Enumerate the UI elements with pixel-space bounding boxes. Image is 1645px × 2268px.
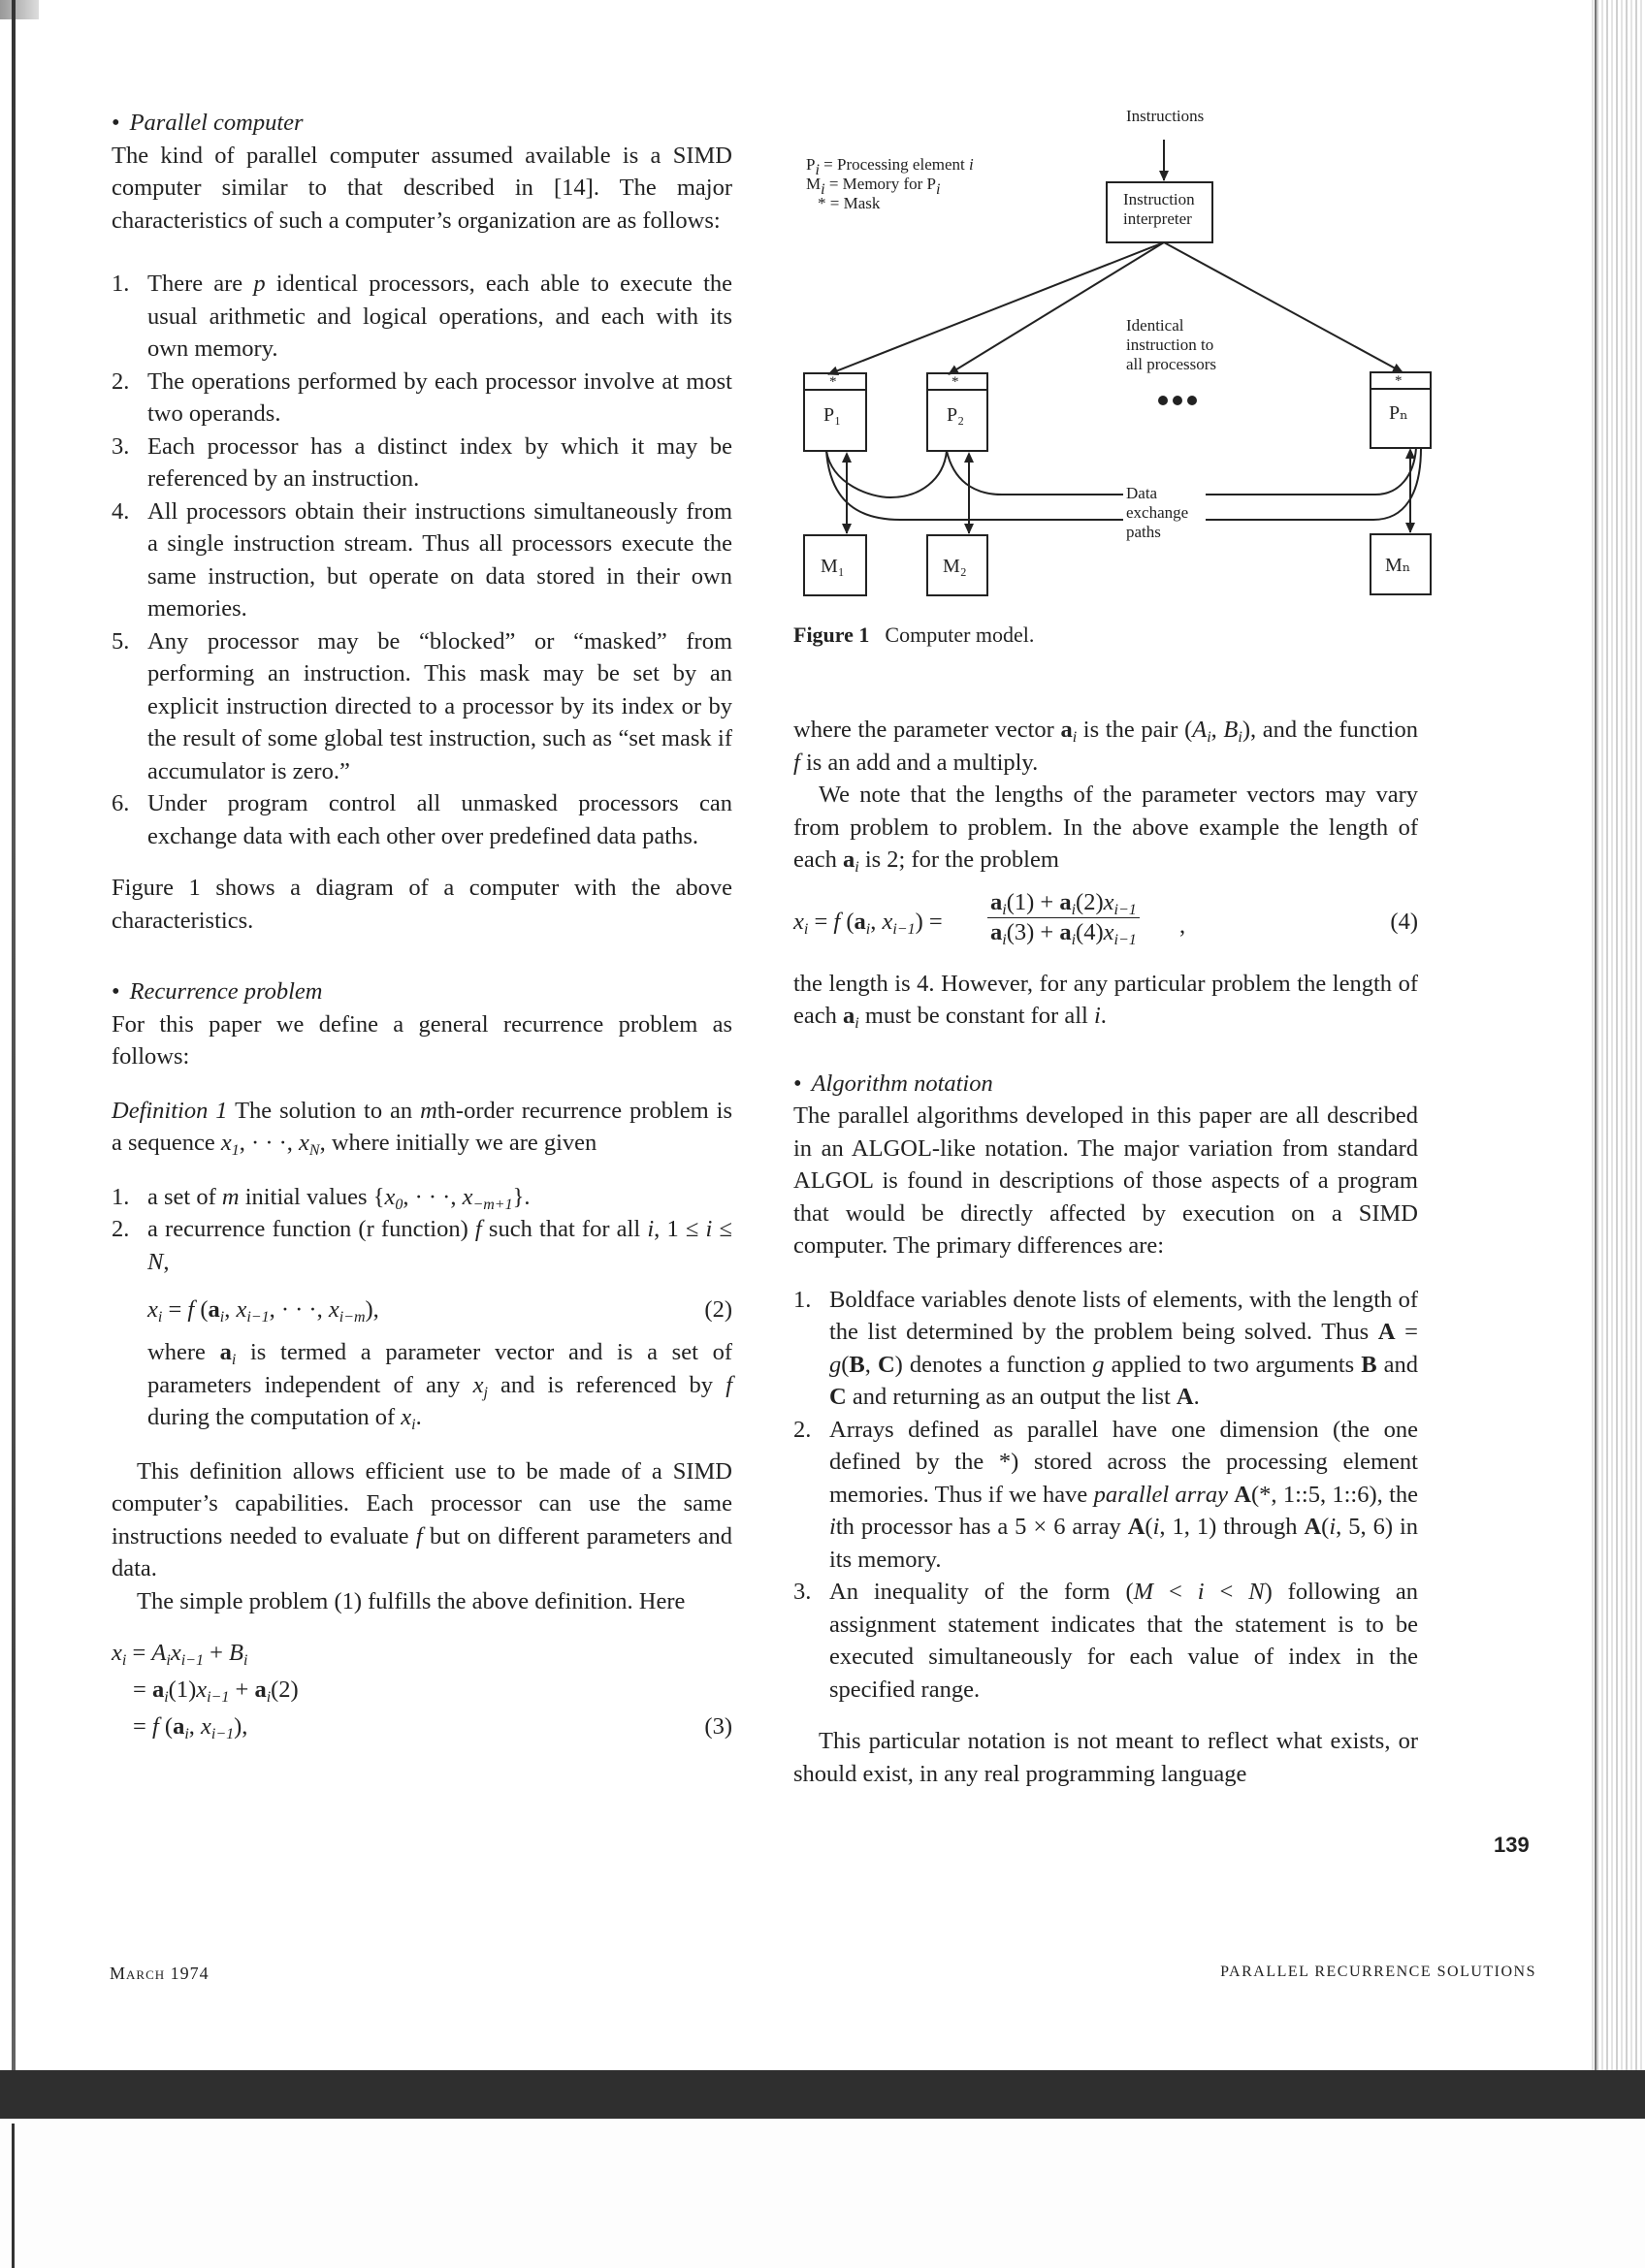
- list-item: [112, 495, 732, 625]
- list-item-number: 2.: [112, 1216, 130, 1242]
- equation-3-line: [112, 1674, 732, 1707]
- pn-exchange-path-upper: [1206, 448, 1416, 495]
- label-line: instruction to: [1126, 335, 1214, 354]
- section-heading-parallel-computer: • Parallel computer: [112, 110, 304, 136]
- list-item: [793, 1414, 1418, 1577]
- figure-legend: [806, 155, 974, 213]
- list-item-text: Under program control all unmasked processors can exchange data with each other over predefined data paths.: [147, 790, 732, 849]
- list-item-text: a recurrence function (r function) f such that for all i, 1 ≤ i ≤ N,: [147, 1216, 732, 1275]
- equation-4-numerator: $a_i(1) + a_i(2)x_{i-1}$: [987, 888, 1140, 918]
- list-item-number: 2.: [112, 367, 130, 395]
- parallel-computer-intro: The kind of parallel computer assumed available is a SIMD computer similar to that described in [14]. The major characteristics of such a computer’s organization are as follows:: [112, 142, 732, 234]
- instruction-interpreter-label: [1123, 190, 1195, 229]
- list-item: [112, 366, 732, 431]
- list-item-text: Any processor may be “blocked” or “masked” from performing an instruction. This mask may be set by an explicit instruction directed to a processor by its index or by the result of some global test instruction, such as “set mask if accumulator is zero.”: [147, 627, 732, 784]
- figure-caption: [793, 623, 1034, 648]
- definition-list: [112, 1181, 732, 1279]
- equation-3-line: [112, 1710, 732, 1743]
- definition-efficiency-paragraph: This definition allows efficient use to be made of a SIMD computer’s capabilities. Each processor can use the same instructions needed to evaluate f but on different parameters and data.: [112, 1457, 732, 1581]
- scan-bottom-shadow-band: [0, 2070, 1645, 2119]
- parameter-pair-paragraph: where the parameter vector $a_i$ is the pair ($A_i$, $B_i$), and the function f is an add and a multiply.: [793, 717, 1418, 776]
- list-item: [112, 787, 732, 852]
- recurrence-intro: For this paper we define a general recurrence problem as follows:: [112, 1010, 732, 1070]
- footer-date: March 1974: [110, 1964, 210, 1983]
- label-line: paths: [1126, 523, 1161, 541]
- equation-3-number: (3): [704, 1713, 732, 1740]
- legend-mask: * = Mask: [818, 194, 881, 212]
- list-item-number: 2.: [793, 1416, 812, 1443]
- heading-text: Algorithm notation: [811, 1070, 993, 1097]
- data-exchange-label: [1126, 484, 1188, 542]
- parameter-vector-note: where $a_i$ is termed a parameter vector and is a set of parameters independent of any $x_j$ and is referenced by f during the computation of $x_i$.: [147, 1339, 733, 1433]
- list-item-number: 6.: [112, 790, 130, 816]
- p1-exchange-path: [826, 451, 1123, 520]
- interpreter-label-line: Instruction: [1123, 190, 1195, 208]
- ellipsis-dot: [1187, 396, 1197, 405]
- figure-caption-text: Computer model.: [885, 623, 1035, 647]
- parameter-lengths-paragraph: We note that the lengths of the parameter vectors may vary from problem to problem. In the above example the length of each $a_i$ is 2; for the problem: [793, 782, 1418, 876]
- scan-bottom-edge-line: [12, 2124, 15, 2268]
- list-item-number: 3.: [793, 1579, 812, 1605]
- list-item-number: 4.: [112, 497, 130, 525]
- list-item-text: The operations performed by each processor involve at most two operands.: [147, 367, 732, 427]
- equation-3-line-3: = f ($a_i$, $x_{i-1}$),: [133, 1713, 248, 1742]
- equation-3-line-1: $x_i = A_ix_{i-1} + B_i$: [112, 1640, 248, 1669]
- instructions-label: Instructions: [1126, 107, 1205, 125]
- left-column: [112, 107, 732, 1743]
- label-line: all processors: [1126, 355, 1217, 373]
- p1-p2-exchange-path: [826, 451, 947, 497]
- section-heading-algorithm-notation: • Algorithm notation: [793, 1070, 993, 1097]
- label-line: Identical: [1126, 316, 1184, 335]
- scan-bottom-blank: [0, 2119, 1645, 2268]
- equation-4-fraction: [987, 888, 1140, 947]
- list-item-text: An inequality of the form (M < i < N) following an assignment statement indicates that the statement is to be executed simultaneously for each value of index in the specified range.: [829, 1579, 1418, 1703]
- scan-left-binding-edge: [12, 0, 16, 2094]
- list-item-text: Boldface variables denote lists of elements, with the length of the list determined by the problem being solved. Thus A = g(B, C) denotes a function g applied to two arguments B and C and returning as an output the list A.: [829, 1286, 1419, 1410]
- label-line: Data: [1126, 484, 1158, 502]
- legend-processing-element: $P_i$ = Processing element i: [806, 155, 974, 178]
- processor-pn-label: Pₙ: [1389, 402, 1408, 424]
- list-item: [112, 1213, 732, 1278]
- list-item: [112, 625, 732, 788]
- list-item-text: a set of m initial values {$x_0$, · · ·, $x_{-m+1}$}.: [147, 1183, 531, 1213]
- equation-3-line-2: = $a_i(1)x_{i-1} + a_i(2)$: [133, 1677, 299, 1706]
- list-item-text: All processors obtain their instructions simultaneously from a single instruction stream. Thus all processors execute the same instruction, but operate on data stored in their own memories.: [147, 497, 732, 622]
- processor-p2-label: P₂: [947, 404, 965, 426]
- ellipsis-dot: [1158, 396, 1168, 405]
- legend-memory: $M_i$ = Memory for $P_i$: [806, 175, 941, 198]
- list-item: [112, 268, 732, 366]
- characteristics-list: [112, 268, 732, 852]
- figure-1-computer-model: [793, 97, 1434, 640]
- label-line: exchange: [1126, 503, 1189, 522]
- arrow-to-p1: [828, 242, 1164, 374]
- equation-4-comma: ,: [1179, 911, 1186, 939]
- list-item-number: 5.: [112, 627, 130, 655]
- figure-reference-paragraph: Figure 1 shows a diagram of a computer with the above characteristics.: [112, 875, 732, 934]
- interpreter-label-line: interpreter: [1123, 209, 1192, 228]
- page-number: 139: [1494, 1833, 1530, 1857]
- memory-m1-label: M₁: [821, 556, 845, 577]
- list-item-text: Arrays defined as parallel have one dimension (the one defined by the *) stored across the processing element memories. Thus if we have parallel array A(*, 1::5, 1::6), the ith processor has a 5 × 6 array A(i, 1, 1) through A(i, 5, 6) in its memory.: [829, 1416, 1419, 1573]
- simple-problem-paragraph: The simple problem (1) fulfills the above definition. Here: [137, 1587, 686, 1614]
- list-item: [112, 431, 732, 495]
- list-item: [112, 1181, 732, 1214]
- scan-edge-shadow: [0, 0, 39, 19]
- mask-p2: *: [952, 374, 959, 390]
- equation-4-denominator: $a_i(3) + a_i(4)x_{i-1}$: [990, 918, 1137, 948]
- equation-2: [112, 1294, 732, 1326]
- list-item-text: There are p identical processors, each able to execute the usual arithmetic and logical operations, and each with its own memory.: [147, 271, 733, 362]
- identical-instruction-label: [1126, 316, 1216, 374]
- list-item: [793, 1576, 1418, 1706]
- ellipsis-dot: [1173, 396, 1182, 405]
- equation-2-body: $x_i = f$ ($a_i$, $x_{i-1}$, · · ·, $x_{i-m}$),: [147, 1296, 379, 1326]
- equation-3: [112, 1637, 732, 1743]
- list-item-number: 1.: [112, 1183, 130, 1210]
- length-constant-paragraph: the length is 4. However, for any particular problem the length of each $a_i$ must be constant for all i.: [793, 970, 1418, 1032]
- scan-right-page-edges: [1589, 0, 1645, 2094]
- mask-pn: *: [1395, 373, 1403, 389]
- list-item: [793, 1284, 1418, 1414]
- notation-differences-list: [793, 1284, 1418, 1707]
- memory-mn-label: Mₙ: [1385, 555, 1411, 576]
- figure-caption-label: Figure 1: [793, 623, 870, 647]
- equation-4: [793, 888, 1418, 956]
- mask-p1: *: [829, 374, 837, 390]
- definition-1: Definition 1 The solution to an mth-order recurrence problem is a sequence $x_1$, · · ·, $x_N$, where initially we are given: [112, 1097, 732, 1159]
- equation-2-number: (2): [704, 1296, 732, 1323]
- memory-m2-label: M₂: [943, 556, 967, 577]
- right-column: [793, 714, 1418, 1790]
- p2-exchange-path: [947, 451, 1123, 495]
- pn-exchange-path-lower: [1206, 448, 1421, 520]
- algorithm-notation-intro: The parallel algorithms developed in this paper are all described in an ALGOL-like notation. The major variation from standard ALGOL is found in descriptions of those aspects of a program that would be directly affected by execution on a SIMD computer. The primary differences are:: [793, 1102, 1418, 1259]
- list-item-text: Each processor has a distinct index by which it may be referenced by an instruction.: [147, 432, 732, 492]
- equation-4-lhs: $x_i = f$ ($a_i$, $x_{i-1}$) =: [793, 908, 943, 938]
- heading-text: Parallel computer: [129, 110, 304, 136]
- heading-text: Recurrence problem: [129, 978, 323, 1005]
- list-item-number: 3.: [112, 432, 130, 460]
- equation-4-number: (4): [1390, 908, 1418, 935]
- list-item-number: 1.: [112, 271, 130, 297]
- equation-3-line: [112, 1637, 732, 1670]
- notation-closing-paragraph: This particular notation is not meant to reflect what exists, or should exist, in any real programming language: [793, 1728, 1418, 1787]
- processor-p1-label: P₁: [823, 404, 842, 426]
- list-item-number: 1.: [793, 1286, 812, 1313]
- footer-running-title: PARALLEL RECURRENCE SOLUTIONS: [1220, 1964, 1536, 1980]
- section-heading-recurrence-problem: • Recurrence problem: [112, 978, 323, 1005]
